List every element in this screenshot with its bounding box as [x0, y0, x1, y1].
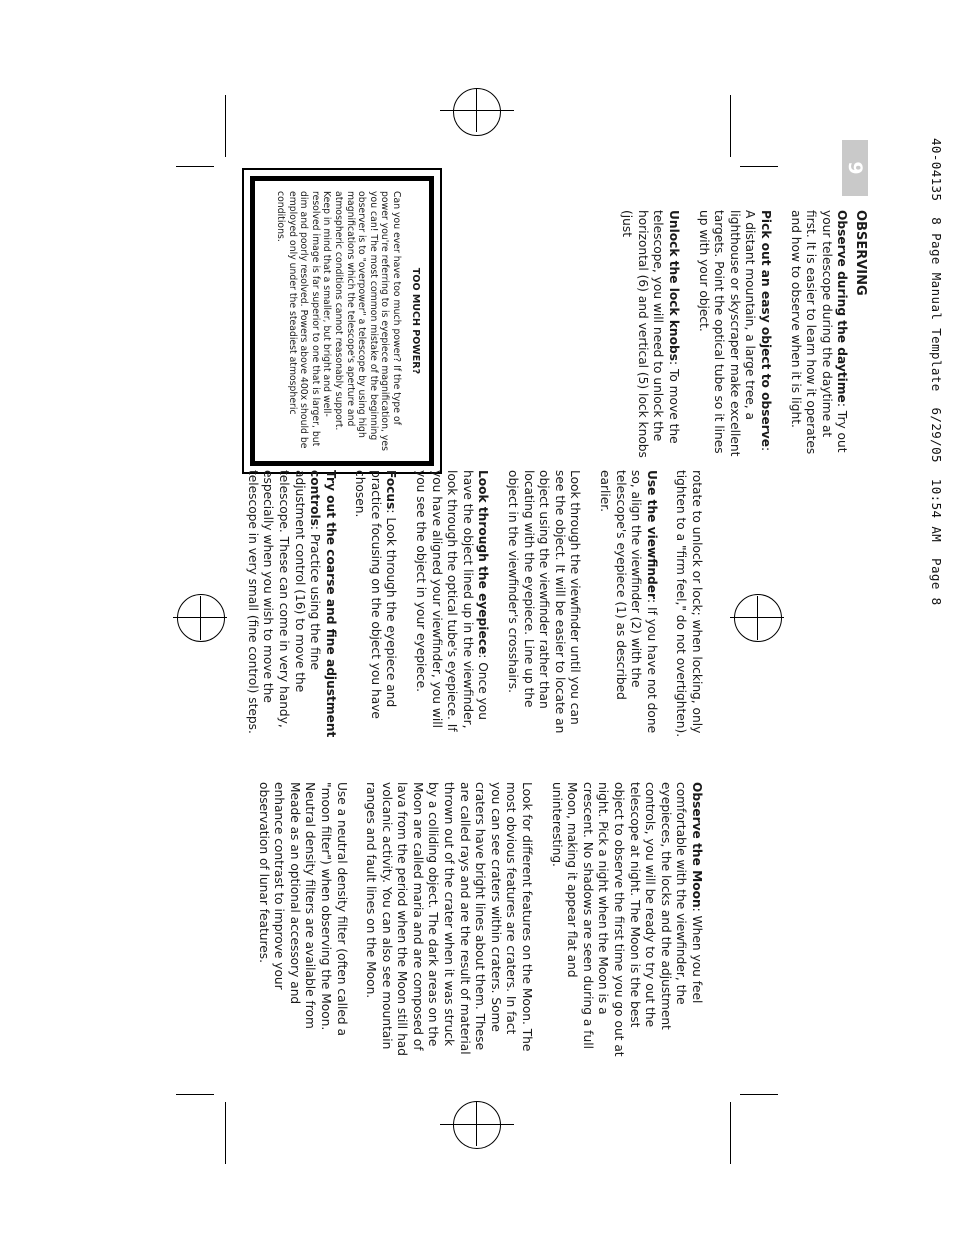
- paragraph-text: : A distant mountain, a large tree, a lighthouse or skyscraper make excellent targets. Point the optical tube so it lines up with your object.: [696, 210, 774, 457]
- paragraph-text: : To move the telescope, you will need to unlock the horizontal (6) and vertical (5) lock knobs (just: [620, 210, 682, 458]
- column-3: [241, 782, 704, 1057]
- paragraph-text: : Look through the eyepiece and practice focusing on the object you have chosen.: [353, 470, 399, 719]
- box-title: TOO MUCH POWER?: [410, 267, 421, 375]
- paragraph-text: : If you have not done so, align the viewfinder (2) with the telescope's eyepiece (1) as described earlier.: [598, 470, 659, 734]
- paragraph-text: : Once you have the object lined up in the viewfinder, look through the optical tube's eyepiece. If you have aligned your viewfinder, you will you see the object in your eyepiece.: [414, 470, 491, 732]
- paragraph-heading: Pick out an easy object to observe: [759, 210, 774, 447]
- box-text: Can you ever have too much power? If the type of power you're referring to is eyepiece magnification, yes you can! The most common mistake of the beginning observer is to "overpower" a telescope by using high magnifications which the telescope's aperture and atmospheric conditions cannot reasonably support. Keep in mind that a smaller, but bright and well-resolved image is far superior to one that is larger, but dim and poorly resolved. Powers above 400x should be employed only under the steadiest atmospheric conditions.: [275, 191, 402, 451]
- paragraph: [504, 470, 582, 740]
- column-1: [605, 210, 868, 458]
- page-number-tab: [842, 140, 868, 196]
- paragraph: [695, 210, 773, 458]
- paragraph-heading: Look through the eyepiece: [476, 470, 491, 655]
- paragraph: [673, 470, 704, 740]
- paragraph-heading: Unlock the lock knobs: [667, 210, 682, 361]
- paragraph-heading: Observe during the daytime: [835, 210, 850, 403]
- paragraph: [548, 782, 704, 1057]
- paragraph-text: : When you feel comfortable with the viewfinder, the eyepieces, the locks and the adjustment controls, you will be ready to try out the telescope at night. The Moon is the best object to observe the first time you go out at night. Pick a night when the Moon is a crescent. No shadows are seen during a full Moon, making it appear flat and uninteresting.: [549, 782, 704, 1057]
- box-frame: [250, 176, 434, 466]
- paragraph: [596, 470, 658, 740]
- section-title: OBSERVING: [853, 210, 868, 296]
- paragraph-text: rotate to unlock or lock; when locking, only tighten to a "firm feel," do not overtighten).: [674, 470, 704, 738]
- paragraph: [619, 210, 681, 458]
- paragraph: [352, 470, 399, 740]
- paragraph-heading: Observe the Moon: [690, 782, 704, 908]
- page-number: 9: [844, 161, 866, 175]
- paragraph-text: Look through the viewfinder until you can see the object. It will be easier to locate an object using the viewfinder rather than locating with the eyepiece. Line up the object in the viewfinder's crosshairs.: [506, 470, 583, 734]
- print-slug: 40-04135 8 Page Manual Template 6/29/05 10:54 AM Page 8: [929, 138, 944, 606]
- paragraph-heading: Focus: [384, 470, 399, 510]
- paragraph: [787, 210, 849, 458]
- paragraph-text: Look for different features on the Moon. The most obvious features are craters. In fact you can see craters within craters. Some craters have bright lines about them. These are called rays and are the result of material thrown out of the crater when it was struck by a colliding object. The dark areas on the Moon are called maria and are composed of lava from the period when the Moon still had volcanic activity. You can also see mountain ranges and fault lines on the Moon.: [364, 782, 535, 1056]
- paragraph-text: : Practice using the fine adjustment control (16) to move the telescope. These can come in very handy, especially when you wish to move the telescope in very small (fine control) steps.: [245, 470, 323, 734]
- paragraph-text: Use a neutral density filter (often called a "moon filter") when observing the Moon. Neutral density filters are available from Meade as an optional accessory and enhance contrast to improve your observation of lunar features.: [256, 782, 349, 1036]
- paragraph: [413, 470, 491, 740]
- paragraph: [255, 782, 349, 1057]
- paragraph-heading: Use the viewfinder: [644, 470, 659, 600]
- paragraph-text: : Try out your telescope during the daytime at first. It is easier to learn how it operates and how to observe when it is light.: [788, 210, 850, 455]
- paragraph: [244, 470, 338, 740]
- paragraph: [363, 782, 535, 1057]
- paragraph-heading: Try out the coarse and fine adjustment controls: [308, 470, 338, 738]
- too-much-power-box: [242, 168, 442, 474]
- column-2: [230, 470, 704, 740]
